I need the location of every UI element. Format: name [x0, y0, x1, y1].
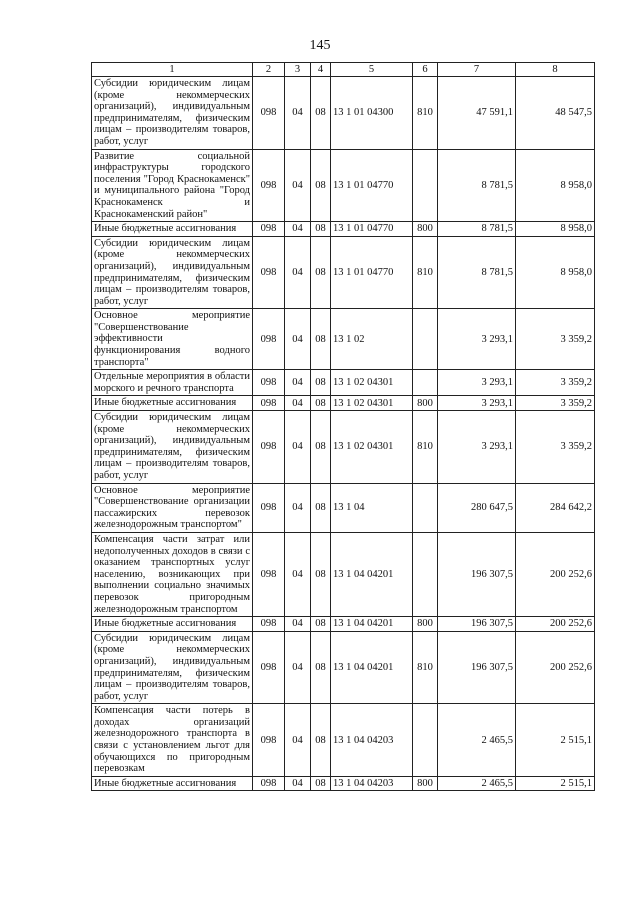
ministry-code-cell: 098 — [253, 77, 285, 150]
table-row — [92, 617, 595, 632]
section-code-cell: 04 — [285, 776, 311, 791]
row-name-cell: Иные бюджетные ассигнования — [92, 617, 253, 632]
sum-7-cell: 196 307,5 — [438, 617, 516, 632]
sum-7-cell: 8 781,5 — [438, 222, 516, 237]
subsection-code-cell: 08 — [311, 370, 331, 396]
vr-code-cell — [413, 370, 438, 396]
ministry-code-cell: 098 — [253, 309, 285, 370]
sum-8-cell: 8 958,0 — [516, 236, 595, 309]
sum-8-cell: 8 958,0 — [516, 222, 595, 237]
page-number: 145 — [309, 38, 331, 53]
csr-code-cell: 13 1 01 04300 — [331, 77, 413, 150]
sum-8-cell: 3 359,2 — [516, 370, 595, 396]
section-code-cell: 04 — [285, 396, 311, 411]
vr-code-cell — [413, 532, 438, 616]
sum-7-cell: 3 293,1 — [438, 396, 516, 411]
vr-code-cell — [413, 309, 438, 370]
csr-code-cell: 13 1 02 04301 — [331, 396, 413, 411]
section-code-cell: 04 — [285, 631, 311, 704]
sum-7-cell: 3 293,1 — [438, 411, 516, 484]
subsection-code-cell: 08 — [311, 236, 331, 309]
subsection-code-cell: 08 — [311, 617, 331, 632]
subsection-code-cell: 08 — [311, 222, 331, 237]
vr-code-cell — [413, 704, 438, 777]
row-name-cell: Иные бюджетные ассигнования — [92, 396, 253, 411]
vr-code-cell: 800 — [413, 396, 438, 411]
row-name-cell: Развитие социальной инфраструктуры городского поселения "Город Краснокаменск" и муниципального района "Город Краснокаменск и Краснокаменский район" — [92, 149, 253, 222]
section-code-cell: 04 — [285, 236, 311, 309]
ministry-code-cell: 098 — [253, 483, 285, 532]
table-row — [92, 370, 595, 396]
csr-code-cell: 13 1 02 — [331, 309, 413, 370]
table-row — [92, 396, 595, 411]
sum-8-cell: 200 252,6 — [516, 631, 595, 704]
vr-code-cell: 800 — [413, 222, 438, 237]
csr-code-cell: 13 1 04 — [331, 483, 413, 532]
section-code-cell: 04 — [285, 77, 311, 150]
section-code-cell: 04 — [285, 483, 311, 532]
row-name-cell: Основное мероприятие "Совершенствование эффективности функционирования водного транспорта" — [92, 309, 253, 370]
subsection-code-cell: 08 — [311, 309, 331, 370]
column-header-subsection: 4 — [311, 63, 331, 77]
subsection-code-cell: 08 — [311, 532, 331, 616]
vr-code-cell: 810 — [413, 631, 438, 704]
column-header-name: 1 — [92, 63, 253, 77]
csr-code-cell: 13 1 04 04203 — [331, 776, 413, 791]
sum-8-cell: 3 359,2 — [516, 411, 595, 484]
column-header-ministry: 2 — [253, 63, 285, 77]
vr-code-cell: 800 — [413, 617, 438, 632]
sum-8-cell: 2 515,1 — [516, 704, 595, 777]
column-header-sum-8: 8 — [516, 63, 595, 77]
table-row — [92, 222, 595, 237]
ministry-code-cell: 098 — [253, 411, 285, 484]
subsection-code-cell: 08 — [311, 631, 331, 704]
csr-code-cell: 13 1 02 04301 — [331, 411, 413, 484]
row-name-cell: Иные бюджетные ассигнования — [92, 776, 253, 791]
vr-code-cell — [413, 483, 438, 532]
sum-7-cell: 47 591,1 — [438, 77, 516, 150]
sum-8-cell: 2 515,1 — [516, 776, 595, 791]
sum-7-cell: 2 465,5 — [438, 704, 516, 777]
sum-7-cell: 3 293,1 — [438, 370, 516, 396]
sum-7-cell: 8 781,5 — [438, 236, 516, 309]
sum-7-cell: 8 781,5 — [438, 149, 516, 222]
table-row — [92, 77, 595, 150]
section-code-cell: 04 — [285, 704, 311, 777]
ministry-code-cell: 098 — [253, 149, 285, 222]
vr-code-cell — [413, 149, 438, 222]
table-row — [92, 776, 595, 791]
section-code-cell: 04 — [285, 370, 311, 396]
subsection-code-cell: 08 — [311, 149, 331, 222]
row-name-cell: Основное мероприятие "Совершенствование организации пассажирских перевозок железнодорожным транспортом" — [92, 483, 253, 532]
table-row — [92, 149, 595, 222]
sum-7-cell: 196 307,5 — [438, 532, 516, 616]
column-header-csr: 5 — [331, 63, 413, 77]
row-name-cell: Субсидии юридическим лицам (кроме некоммерческих организаций), индивидуальным предпринимателям, физическим лицам – производителям товаров, работ, услуг — [92, 411, 253, 484]
sum-8-cell: 48 547,5 — [516, 77, 595, 150]
csr-code-cell: 13 1 02 04301 — [331, 370, 413, 396]
table-body — [92, 77, 595, 791]
table-header-row — [92, 63, 595, 77]
csr-code-cell: 13 1 04 04201 — [331, 532, 413, 616]
ministry-code-cell: 098 — [253, 532, 285, 616]
ministry-code-cell: 098 — [253, 236, 285, 309]
vr-code-cell: 800 — [413, 776, 438, 791]
sum-8-cell: 8 958,0 — [516, 149, 595, 222]
vr-code-cell: 810 — [413, 77, 438, 150]
sum-8-cell: 3 359,2 — [516, 309, 595, 370]
ministry-code-cell: 098 — [253, 370, 285, 396]
subsection-code-cell: 08 — [311, 776, 331, 791]
table-row — [92, 483, 595, 532]
csr-code-cell: 13 1 04 04203 — [331, 704, 413, 777]
table-row — [92, 236, 595, 309]
row-name-cell: Компенсация части затрат или недополученных доходов в связи с оказанием транспортных услуг населению, возникающих при выполнении социально значимых перевозок пригородным железнодорожным транспортом — [92, 532, 253, 616]
column-header-vr: 6 — [413, 63, 438, 77]
section-code-cell: 04 — [285, 309, 311, 370]
subsection-code-cell: 08 — [311, 704, 331, 777]
csr-code-cell: 13 1 04 04201 — [331, 631, 413, 704]
csr-code-cell: 13 1 01 04770 — [331, 236, 413, 309]
row-name-cell: Субсидии юридическим лицам (кроме некоммерческих организаций), индивидуальным предпринимателям, физическим лицам – производителям товаров, работ, услуг — [92, 77, 253, 150]
sum-8-cell: 3 359,2 — [516, 396, 595, 411]
sum-7-cell: 280 647,5 — [438, 483, 516, 532]
budget-table — [91, 62, 595, 791]
ministry-code-cell: 098 — [253, 776, 285, 791]
vr-code-cell: 810 — [413, 236, 438, 309]
sum-8-cell: 284 642,2 — [516, 483, 595, 532]
sum-7-cell: 2 465,5 — [438, 776, 516, 791]
sum-8-cell: 200 252,6 — [516, 617, 595, 632]
vr-code-cell: 810 — [413, 411, 438, 484]
csr-code-cell: 13 1 01 04770 — [331, 149, 413, 222]
subsection-code-cell: 08 — [311, 77, 331, 150]
csr-code-cell: 13 1 01 04770 — [331, 222, 413, 237]
row-name-cell: Субсидии юридическим лицам (кроме некоммерческих организаций), индивидуальным предпринимателям, физическим лицам – производителям товаров, работ, услуг — [92, 631, 253, 704]
ministry-code-cell: 098 — [253, 631, 285, 704]
table-row — [92, 532, 595, 616]
ministry-code-cell: 098 — [253, 396, 285, 411]
column-header-sum-7: 7 — [438, 63, 516, 77]
table-row — [92, 411, 595, 484]
row-name-cell: Отдельные мероприятия в области морского и речного транспорта — [92, 370, 253, 396]
row-name-cell: Компенсация части потерь в доходах организаций железнодорожного транспорта в связи с установлением льгот для обучающихся по пригородным перевозкам — [92, 704, 253, 777]
sum-7-cell: 196 307,5 — [438, 631, 516, 704]
table-row — [92, 309, 595, 370]
table-row — [92, 704, 595, 777]
csr-code-cell: 13 1 04 04201 — [331, 617, 413, 632]
subsection-code-cell: 08 — [311, 396, 331, 411]
ministry-code-cell: 098 — [253, 617, 285, 632]
ministry-code-cell: 098 — [253, 222, 285, 237]
ministry-code-cell: 098 — [253, 704, 285, 777]
row-name-cell: Субсидии юридическим лицам (кроме некоммерческих организаций), индивидуальным предпринимателям, физическим лицам – производителям товаров, работ, услуг — [92, 236, 253, 309]
subsection-code-cell: 08 — [311, 483, 331, 532]
section-code-cell: 04 — [285, 411, 311, 484]
row-name-cell: Иные бюджетные ассигнования — [92, 222, 253, 237]
column-header-section: 3 — [285, 63, 311, 77]
section-code-cell: 04 — [285, 222, 311, 237]
table-row — [92, 631, 595, 704]
section-code-cell: 04 — [285, 149, 311, 222]
subsection-code-cell: 08 — [311, 411, 331, 484]
sum-7-cell: 3 293,1 — [438, 309, 516, 370]
sum-8-cell: 200 252,6 — [516, 532, 595, 616]
section-code-cell: 04 — [285, 617, 311, 632]
section-code-cell: 04 — [285, 532, 311, 616]
